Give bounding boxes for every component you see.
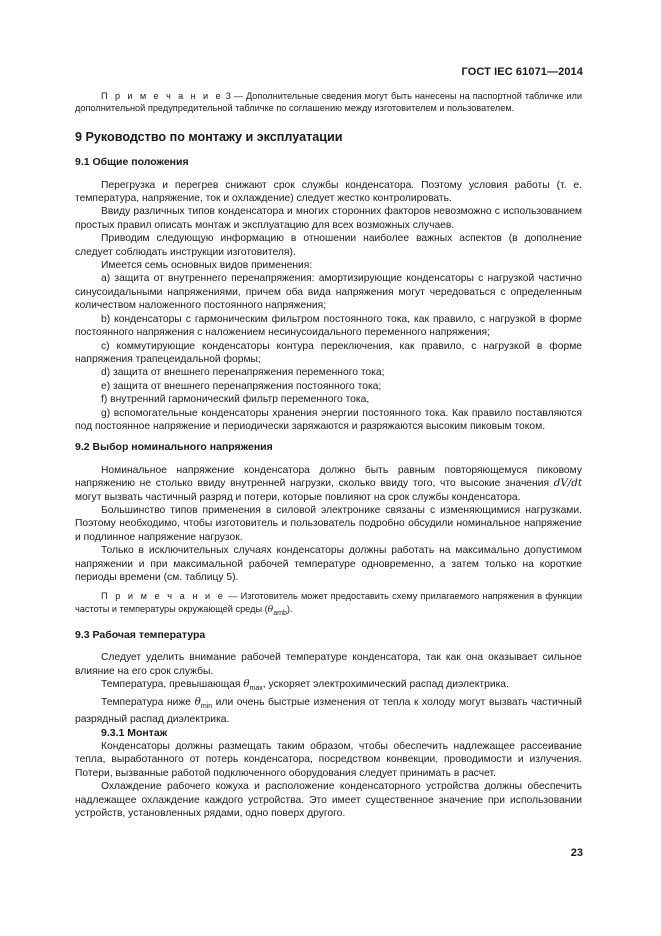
page-content — [75, 90, 582, 820]
subscript: min — [200, 702, 213, 710]
paragraph: Большинство типов применения в силовой электронике связаны с изменяющимися нагрузками. Поэтому необходимо, чтобы изготовитель и пользователь подробно обсудили номинальное напряжение и подлинное напряжение нагрузок. — [75, 504, 582, 543]
text-run: , ускоряет электрохимический распад диэлектрика. — [262, 679, 509, 691]
list-item: g) вспомогательные конденсаторы хранения энергии постоянного тока. Как правило поставляются под постоянное напряжение и периодически заряжаются и разряжаются высоким пиковым током. — [75, 407, 582, 432]
section-9-1-title: 9.1 Общие положения — [75, 156, 189, 169]
theta-symbol: θ — [194, 695, 201, 708]
math-dvdt: dV/dt — [553, 477, 582, 490]
theta-symbol: θ — [243, 678, 250, 691]
paragraph: Ввиду различных типов конденсатора и многих сторонних факторов невозможно с использованием простых правил описать монтаж и эксплуатацию для всех возможных случаев. — [75, 206, 582, 231]
list-item: е) защита от внешнего перенапряжения постоянного тока; — [101, 380, 382, 392]
paragraph: Конденсаторы должны размещать таким образом, чтобы обеспечить надлежащее рассеивание тепла, выработанного от потерь конденсатора, посредством конвекции, проводимости и излучения. Потери, вызванные работой подключенного оборудования следует принимать в расчет. — [75, 740, 582, 779]
standard-header: ГОСТ IEC 61071—2014 — [461, 66, 583, 78]
note-3 — [75, 90, 582, 115]
page-number: 23 — [570, 847, 583, 859]
note-text: — Изготовитель может предоставить схему прилагаемого напряжения в функции частоты и температуры окружающей среды ( — [75, 591, 582, 614]
subscript: amb — [273, 609, 287, 617]
note-end: ). — [286, 603, 293, 614]
section-9-title: 9 Руководство по монтажу и эксплуатации — [75, 129, 343, 144]
text-run: Номинальное напряжение конденсатора должно быть равным повторяющемуся пиковому напряжению не столько ввиду внутренней нагрузки, сколько ввиду того, что высокие значения — [75, 464, 582, 490]
note-text: 3 — Дополнительные сведения могут быть нанесены на паспортной табличке или дополнительной предупредительной табличке по соглашению между изготовителем и пользователем. — [75, 91, 582, 114]
paragraph — [75, 678, 582, 695]
text-run: Температура, превышающая — [101, 679, 244, 691]
text-run: или очень быстрые изменения от тепла к холоду могут вызвать частичный разрядный распад диэлектрика. — [75, 696, 583, 726]
text-run: Температура ниже — [101, 696, 195, 708]
list-item: f) внутренний гармонический фильтр переменного тока, — [101, 394, 370, 406]
paragraph: Охлаждение рабочего кожуха и расположение конденсаторного устройства должны обеспечить надлежащее охлаждение каждого устройства. Это имеет существенное значение при использовании устройств, установленных рядами, одно поверх другого. — [75, 781, 582, 820]
paragraph: Приводим следующую информацию в отношении наиболее важных аспектов (в дополнение следует соблюдать инструкции изготовителя). — [75, 233, 582, 258]
note-label: П р и м е ч а н и е — [101, 591, 226, 602]
text-run: могут вызвать частичный разряд и потери, которые повлияют на срок службы конденсатора. — [75, 491, 521, 503]
list-item: с) коммутирующие конденсаторы контура переключения, как правило, с нагрузкой в форме напряжения трапецеидальной формы; — [75, 340, 582, 365]
paragraph: Имеется семь основных видов применения: — [101, 260, 313, 272]
section-9-2-title: 9.2 Выбор номинального напряжения — [75, 441, 273, 454]
paragraph: Только в исключительных случаях конденсаторы должны работать на максимально допустимом напряжении и при максимальной рабочей температуре одновременно, а затем только на короткие периоды времени (см. таблицу 5). — [75, 545, 582, 583]
note-label: П р и м е ч а н и е — [101, 91, 223, 101]
section-9-3-1-title — [75, 727, 582, 740]
subscript: max — [249, 685, 263, 693]
paragraph — [75, 696, 582, 727]
section-9-3-1-label: 9.3.1 Монтаж — [101, 726, 168, 739]
list-item: b) конденсаторы с гармоническим фильтром постоянного тока, как правило, с нагрузкой в форме постоянного напряжения с наложением несинусоидального переменного напряжения; — [75, 313, 582, 339]
theta-symbol: θ — [267, 603, 274, 615]
paragraph — [75, 464, 582, 504]
list-item: а) защита от внутреннего перенапряжения: амортизирующие конденсаторы с нагрузкой частично синусоидальными напряжениями, причем оба вида напряжения могут чередоваться с определенным количеством наложенного постоянного напряжения; — [75, 273, 582, 312]
list-item: d) защита от внешнего перенапряжения переменного тока; — [101, 367, 385, 379]
paragraph: Перегрузка и перегрев снижают срок службы конденсатора. Поэтому условия работы (т. е. температура, напряжение, ток и охлаждение) следует жестко контролировать. — [75, 179, 582, 205]
paragraph: Следует уделить внимание рабочей температуре конденсатора, так как она оказывает сильное влияние на его срок службы. — [75, 652, 582, 677]
note-9-2 — [75, 590, 582, 620]
section-9-3-title: 9.3 Рабочая температура — [75, 629, 206, 642]
